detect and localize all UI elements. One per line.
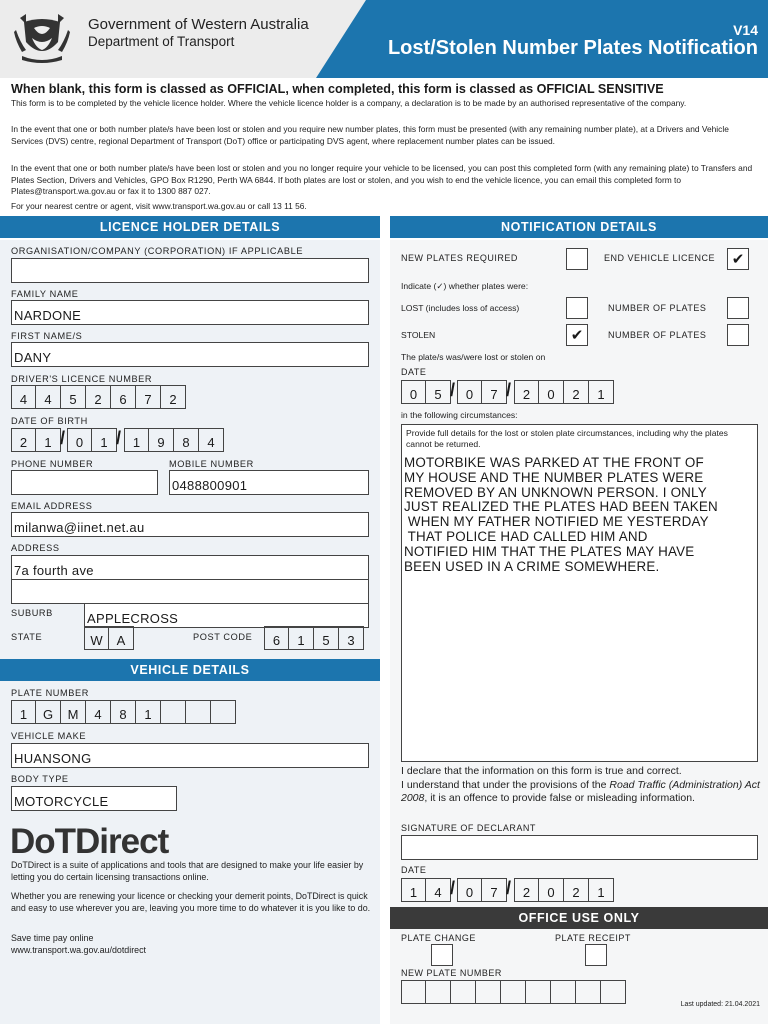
circumstances-textarea[interactable] — [401, 424, 758, 762]
char-cell[interactable]: 1 — [136, 700, 161, 724]
char-cell[interactable]: 1 — [36, 428, 61, 452]
stolen-number-field[interactable] — [727, 324, 749, 346]
date-separator: / — [506, 878, 512, 898]
declaration-text — [401, 765, 761, 806]
char-cell[interactable] — [501, 980, 526, 1004]
family-name-value: NARDONE — [14, 308, 82, 323]
loss-date-year[interactable] — [514, 380, 614, 404]
char-cell[interactable]: 0 — [457, 380, 482, 404]
declaration-line-1: I declare that the information on this form is true and correct. — [401, 765, 682, 777]
intro-paragraph-3: In the event that one or both number plate/s have been lost or stolen and you no longer require your vehicle to be licensed, you can post this completed form (with any remaining plate) to Transfers and Plates Section, Drivers and Vehicles, GPO Box R1290, Perth WA 6844. If both plates are lost or stolen, and you wish to end the vehicle licence, you can email this completed form to Plates@transport.wa.gov.au or fax it to 1300 887 027. — [11, 163, 753, 196]
char-cell[interactable]: 1 — [11, 700, 36, 724]
stolen-checkbox[interactable]: ✔ — [566, 324, 588, 346]
plate-number-label: PLATE NUMBER — [11, 688, 89, 698]
dob-label: DATE OF BIRTH — [11, 416, 88, 426]
classification-notice: When blank, this form is classed as OFFICIAL, when completed, this form is classed as OFFICIAL SENSITIVE — [11, 82, 664, 96]
government-name: Government of Western Australia — [88, 16, 309, 33]
char-cell[interactable]: 1 — [289, 626, 314, 650]
new-plate-number-field[interactable] — [401, 980, 626, 1004]
address-line-2[interactable] — [11, 579, 369, 604]
char-cell[interactable]: 8 — [111, 700, 136, 724]
declaration-line-2: I understand that under the provisions of the Road Traffic (Administration) Act 2008, it is an offence to provide false or misleading information. — [401, 778, 760, 804]
char-cell[interactable]: 2 — [564, 380, 589, 404]
suburb-field[interactable] — [84, 603, 369, 628]
state-field[interactable] — [84, 626, 134, 650]
suburb-value: APPLECROSS — [87, 611, 179, 626]
char-cell[interactable] — [426, 980, 451, 1004]
plate-change-label: PLATE CHANGE — [401, 933, 476, 943]
char-cell[interactable]: 5 — [61, 385, 86, 409]
address-label: ADDRESS — [11, 543, 60, 553]
circumstances-intro: in the following circumstances: — [401, 410, 518, 420]
new-plates-checkbox[interactable] — [566, 248, 588, 270]
char-cell[interactable]: 7 — [482, 878, 507, 902]
dotdirect-paragraph-3: Save time pay online — [11, 933, 94, 943]
licence-number-label: DRIVER'S LICENCE NUMBER — [11, 374, 153, 384]
char-cell[interactable]: 8 — [174, 428, 199, 452]
email-field[interactable] — [11, 512, 369, 537]
circumstances-line: REMOVED BY AN UNKNOWN PERSON. I ONLY — [404, 484, 707, 500]
char-cell[interactable]: 1 — [124, 428, 149, 452]
char-cell[interactable]: 0 — [539, 380, 564, 404]
address-line-1[interactable] — [11, 555, 369, 580]
char-cell[interactable]: 2 — [514, 380, 539, 404]
char-cell[interactable]: 2 — [11, 428, 36, 452]
char-cell[interactable] — [451, 980, 476, 1004]
new-plates-label: NEW PLATES REQUIRED — [401, 253, 518, 263]
intro-paragraph-4: For your nearest centre or agent, visit www.transport.wa.gov.au or call 13 11 56. — [11, 201, 307, 211]
stolen-label: STOLEN — [401, 330, 436, 340]
state-label: STATE — [11, 632, 43, 642]
vehicle-make-value: HUANSONG — [14, 751, 92, 766]
char-cell[interactable] — [401, 980, 426, 1004]
char-cell[interactable] — [161, 700, 186, 724]
char-cell[interactable]: 6 — [111, 385, 136, 409]
char-cell[interactable]: 0 — [401, 380, 426, 404]
char-cell[interactable] — [576, 980, 601, 1004]
new-plate-number-label: NEW PLATE NUMBER — [401, 968, 502, 978]
dob-month-field[interactable] — [67, 428, 117, 452]
char-cell[interactable]: 0 — [457, 878, 482, 902]
intro-paragraph-2: In the event that one or both number plate/s have been lost or stolen and you require new number plates, this form must be presented (with any remaining number plate), at a Drivers and Vehicle Services (DVS) centre, regional Department of Transport (DoT) office or participating DVS agent, where replacement number plates can be issued. — [11, 124, 729, 146]
stolen-number-label: NUMBER OF PLATES — [608, 330, 707, 340]
char-cell[interactable]: 2 — [86, 385, 111, 409]
end-licence-label: END VEHICLE LICENCE — [604, 253, 716, 263]
mobile-value: 0488800901 — [172, 478, 248, 493]
circumstances-hint: Provide full details for the lost or stolen plate circumstances, including why the plates cannot be returned. — [406, 428, 728, 449]
address-value: 7a fourth ave — [14, 563, 94, 578]
char-cell[interactable]: 1 — [589, 380, 614, 404]
phone-field[interactable] — [11, 470, 158, 495]
loss-date-day[interactable] — [401, 380, 451, 404]
signature-label: SIGNATURE OF DECLARANT — [401, 823, 536, 833]
char-cell[interactable]: 6 — [264, 626, 289, 650]
char-cell[interactable]: 0 — [67, 428, 92, 452]
wa-crest-logo — [12, 12, 72, 64]
char-cell[interactable]: 0 — [539, 878, 564, 902]
char-cell[interactable]: 4 — [36, 385, 61, 409]
office-use-heading: OFFICE USE ONLY — [390, 907, 768, 929]
date-separator: / — [450, 380, 456, 400]
lost-number-field[interactable] — [727, 297, 749, 319]
char-cell[interactable]: 5 — [314, 626, 339, 650]
first-name-field[interactable] — [11, 342, 369, 367]
form-code: V14 — [733, 22, 758, 38]
char-cell[interactable]: 5 — [426, 380, 451, 404]
declaration-date-day[interactable] — [401, 878, 451, 902]
plate-receipt-checkbox[interactable] — [585, 944, 607, 966]
char-cell[interactable]: G — [36, 700, 61, 724]
char-cell[interactable]: 2 — [514, 878, 539, 902]
notification-heading: NOTIFICATION DETAILS — [390, 216, 768, 238]
char-cell[interactable] — [526, 980, 551, 1004]
char-cell[interactable]: 7 — [136, 385, 161, 409]
licence-number-field[interactable] — [11, 385, 186, 409]
date-separator: / — [450, 878, 456, 898]
dob-day-field[interactable] — [11, 428, 61, 452]
char-cell[interactable] — [186, 700, 211, 724]
suburb-label: SUBURB — [11, 608, 53, 618]
body-type-value: MOTORCYCLE — [14, 794, 109, 809]
email-label: EMAIL ADDRESS — [11, 501, 93, 511]
dotdirect-paragraph-2: Whether you are renewing your licence or checking your demerit points, DoTDirect is quick and easy to use wherever you are, leaving you more time to do whatever it is you like to do. — [11, 891, 371, 913]
char-cell[interactable]: W — [84, 626, 109, 650]
vehicle-heading: VEHICLE DETAILS — [0, 659, 380, 681]
mobile-label: MOBILE NUMBER — [169, 459, 254, 469]
char-cell[interactable]: 1 — [401, 878, 426, 902]
lost-number-label: NUMBER OF PLATES — [608, 303, 707, 313]
char-cell[interactable]: 2 — [161, 385, 186, 409]
family-name-field[interactable] — [11, 300, 369, 325]
body-type-label: BODY TYPE — [11, 774, 69, 784]
declaration-date-month[interactable] — [457, 878, 507, 902]
char-cell[interactable] — [551, 980, 576, 1004]
dotdirect-link[interactable]: www.transport.wa.gov.au/dotdirect — [11, 945, 146, 955]
char-cell[interactable] — [476, 980, 501, 1004]
circumstances-line: NOTIFIED HIM THAT THE PLATES MAY HAVE — [404, 543, 695, 559]
plate-number-field[interactable] — [11, 700, 236, 724]
lost-checkbox[interactable] — [566, 297, 588, 319]
licence-holder-heading: LICENCE HOLDER DETAILS — [0, 216, 380, 238]
last-updated: Last updated: 21.04.2021 — [680, 1001, 760, 1008]
char-cell[interactable]: M — [61, 700, 86, 724]
loss-date-month[interactable] — [457, 380, 507, 404]
department-name: Department of Transport — [88, 34, 235, 49]
char-cell[interactable]: 9 — [149, 428, 174, 452]
circumstances-line: MOTORBIKE WAS PARKED AT THE FRONT OF — [404, 455, 704, 470]
char-cell[interactable]: 2 — [564, 878, 589, 902]
family-name-label: FAMILY NAME — [11, 289, 79, 299]
postcode-label: POST CODE — [193, 632, 253, 642]
char-cell[interactable] — [601, 980, 626, 1004]
org-label: ORGANISATION/COMPANY (CORPORATION) IF APPLICABLE — [11, 246, 304, 256]
form-title: Lost/Stolen Number Plates Notification — [387, 37, 758, 59]
char-cell[interactable]: 7 — [482, 380, 507, 404]
char-cell[interactable]: A — [109, 626, 134, 650]
circumstances-line: WHEN MY FATHER NOTIFIED ME YESTERDAY — [404, 514, 709, 530]
indicate-text: Indicate (✓) whether plates were: — [401, 281, 529, 291]
dotdirect-paragraph-1: DoTDirect is a suite of applications and tools that are designed to make your life easier by letting you do certain licensing transactions online. — [11, 860, 364, 882]
email-value: milanwa@iinet.net.au — [14, 520, 145, 535]
declaration-date-year[interactable] — [514, 878, 614, 902]
plate-receipt-label: PLATE RECEIPT — [555, 933, 631, 943]
dotdirect-logo: DoTDirect — [10, 822, 169, 861]
char-cell[interactable]: 4 — [11, 385, 36, 409]
circumstances-line: THAT POLICE HAD CALLED HIM AND — [404, 528, 648, 544]
body-type-field[interactable] — [11, 786, 177, 811]
intro-paragraph-1: This form is to be completed by the vehicle licence holder. Where the vehicle licence holder is a company, a declaration is to be made by an authorised representative of the company. — [11, 98, 687, 108]
char-cell[interactable]: 1 — [589, 878, 614, 902]
lost-label: LOST (includes loss of access) — [401, 303, 520, 313]
char-cell[interactable]: 4 — [86, 700, 111, 724]
date-separator: / — [116, 428, 122, 448]
first-name-value: DANY — [14, 350, 52, 365]
loss-date-label: DATE — [401, 367, 427, 377]
date-separator: / — [60, 428, 66, 448]
vehicle-make-field[interactable] — [11, 743, 369, 768]
char-cell[interactable]: 4 — [199, 428, 224, 452]
char-cell[interactable]: 4 — [426, 878, 451, 902]
signature-field[interactable] — [401, 835, 758, 860]
dob-year-field[interactable] — [124, 428, 224, 452]
circumstances-line: MY HOUSE AND THE NUMBER PLATES WERE — [404, 469, 704, 485]
circumstances-line: JUST REALIZED THE PLATES HAD BEEN TAKEN — [404, 499, 718, 515]
first-name-label: FIRST NAME/S — [11, 331, 83, 341]
postcode-field[interactable] — [264, 626, 364, 650]
end-licence-checkbox[interactable]: ✔ — [727, 248, 749, 270]
date-separator: / — [506, 380, 512, 400]
circumstances-line: BEEN USED IN A CRIME SOMEWHERE. — [404, 558, 660, 574]
declaration-date-label: DATE — [401, 865, 427, 875]
when-text: The plate/s was/were lost or stolen on — [401, 352, 546, 362]
char-cell[interactable] — [211, 700, 236, 724]
plate-change-checkbox[interactable] — [431, 944, 453, 966]
org-field[interactable] — [11, 258, 369, 283]
circumstances-text — [404, 456, 758, 574]
char-cell[interactable]: 1 — [92, 428, 117, 452]
vehicle-make-label: VEHICLE MAKE — [11, 731, 87, 741]
char-cell[interactable]: 3 — [339, 626, 364, 650]
phone-label: PHONE NUMBER — [11, 459, 94, 469]
mobile-field[interactable] — [169, 470, 369, 495]
